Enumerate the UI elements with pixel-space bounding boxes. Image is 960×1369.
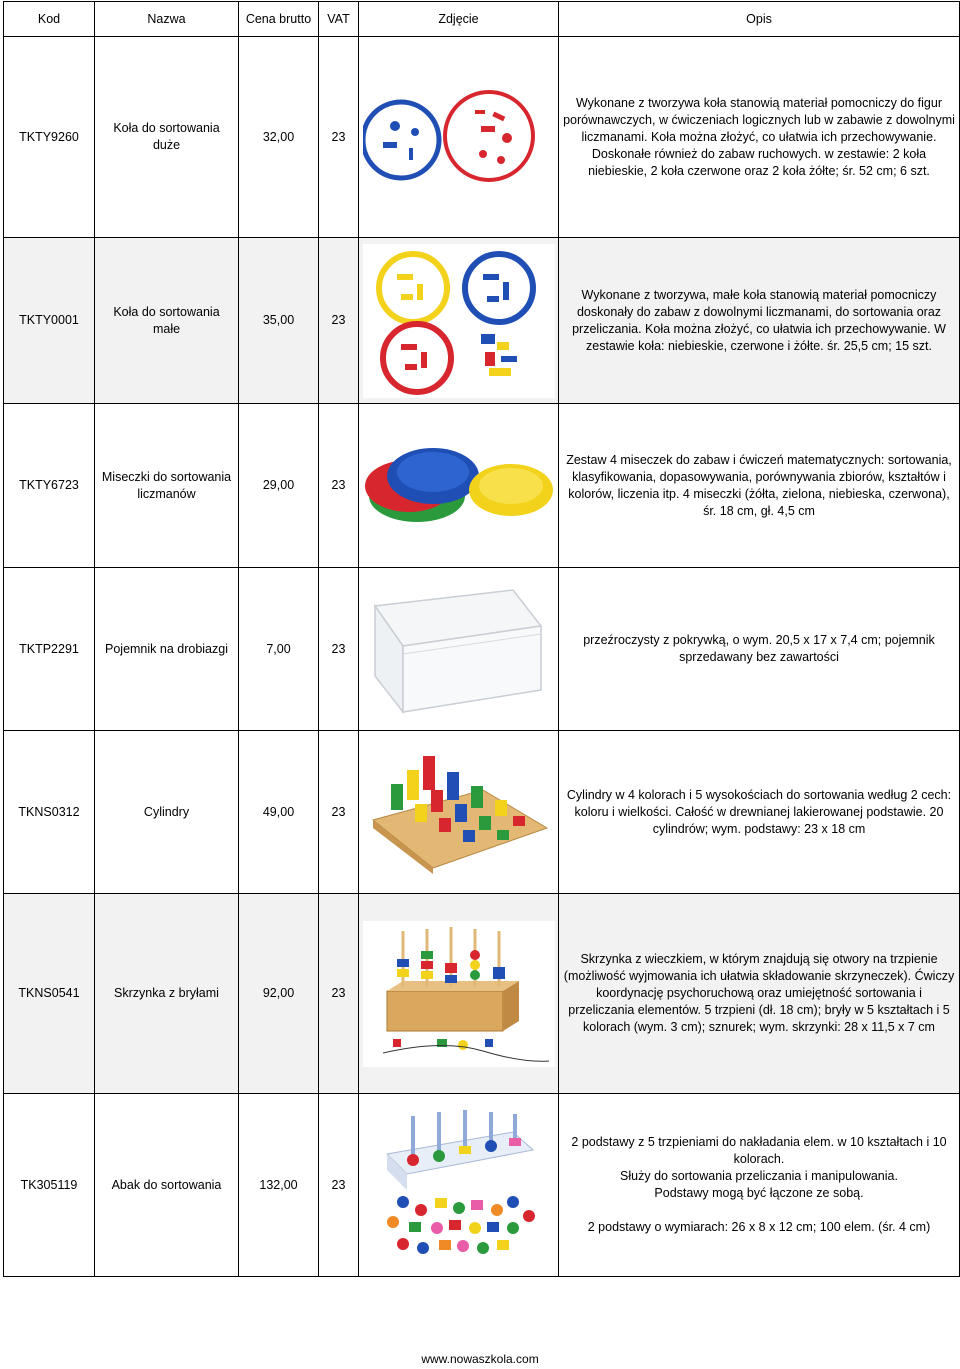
product-vat: 23	[319, 404, 359, 568]
product-name: Miseczki do sortowania liczmanów	[95, 404, 239, 568]
hoops-small-image	[363, 244, 555, 398]
product-vat: 23	[319, 1094, 359, 1277]
product-vat: 23	[319, 731, 359, 894]
product-description: Zestaw 4 miseczek do zabaw i ćwiczeń matematycznych: sortowania, klasyfikowania, dopasowywania, porównywania zbiorów, kształtów i kolorów, liczenia itp. 4 miseczki (żółta, zielona, niebieska, czerwona), śr. 18 cm, gł. 4,5 cm	[559, 404, 960, 568]
product-photo	[359, 404, 559, 568]
paragraph-gap	[563, 1202, 955, 1219]
table-row	[4, 1094, 960, 1277]
product-price: 7,00	[239, 568, 319, 731]
header-vat: VAT	[319, 2, 359, 37]
table-row	[4, 238, 960, 404]
product-code: TKNS0312	[4, 731, 95, 894]
product-code: TKTP2291	[4, 568, 95, 731]
container-image	[363, 576, 555, 722]
product-name: Abak do sortowania	[95, 1094, 239, 1277]
product-price: 92,00	[239, 894, 319, 1094]
product-description: Cylindry w 4 kolorach i 5 wysokościach do sortowania według 2 cech: koloru i wielkości. Całość w drewnianej lakierowanej podstawie. 20 cylindrów; wym. podstawy: 23 x 18 cm	[559, 731, 960, 894]
product-description	[559, 1094, 960, 1277]
product-price: 49,00	[239, 731, 319, 894]
product-description: przeźroczysty z pokrywką, o wym. 20,5 x 17 x 7,4 cm; pojemnik sprzedawany bez zawartości	[559, 568, 960, 731]
product-name: Koła do sortowania małe	[95, 238, 239, 404]
product-vat: 23	[319, 568, 359, 731]
product-name: Skrzynka z bryłami	[95, 894, 239, 1094]
product-price: 35,00	[239, 238, 319, 404]
table-row	[4, 404, 960, 568]
product-photo	[359, 238, 559, 404]
product-code: TKNS0541	[4, 894, 95, 1094]
product-price: 32,00	[239, 37, 319, 238]
table-row	[4, 568, 960, 731]
product-vat: 23	[319, 37, 359, 238]
table-row	[4, 37, 960, 238]
header-row	[4, 2, 960, 37]
product-photo	[359, 1094, 559, 1277]
header-photo: Zdjęcie	[359, 2, 559, 37]
product-photo	[359, 894, 559, 1094]
product-photo	[359, 37, 559, 238]
product-code: TKTY6723	[4, 404, 95, 568]
product-code: TK305119	[4, 1094, 95, 1277]
product-name: Pojemnik na drobiazgi	[95, 568, 239, 731]
cylinders-image	[363, 750, 555, 874]
header-name: Nazwa	[95, 2, 239, 37]
product-description: Wykonane z tworzywa, małe koła stanowią materiał pomocniczy doskonały do zabaw z dowolnymi liczmanami, do sortowania oraz przeliczania. Koła można złożyć, co ułatwia ich przechowywanie. W zestawie koła: niebieskie, czerwone i żółte. śr. 25,5 cm; 15 szt.	[559, 238, 960, 404]
product-description: Wykonane z tworzywa koła stanowią materiał pomocniczy do figur porównawczych, w ćwiczeniach logicznych lub w zabawie z dowolnymi liczmanami. Koła można złożyć, co ułatwia ich przechowywanie. Doskonałe również do zabaw ruchowych. w zestawie: 2 koła niebieskie, 2 koła czerwone oraz 2 koła żółte; śr. 52 cm; 6 szt.	[559, 37, 960, 238]
header-code: Kod	[4, 2, 95, 37]
product-vat: 23	[319, 238, 359, 404]
product-code: TKTY9260	[4, 37, 95, 238]
hoops-large-image	[363, 82, 555, 192]
product-table	[3, 1, 960, 1277]
header-description: Opis	[559, 2, 960, 37]
product-price: 132,00	[239, 1094, 319, 1277]
product-vat: 23	[319, 894, 359, 1094]
product-description: Skrzynka z wieczkiem, w którym znajdują się otwory na trzpienie (możliwość wyjmowania ich ułatwia składowanie skrzyneczek). Ćwiczy koordynację psychoruchową oraz umiejętność sortowania i przeliczania elementów. 5 trzpieni (dł. 18 cm); bryły w 5 kształtach i 5 kolorach (wym. 3 cm); sznurek; wym. skrzynki: 28 x 11,5 x 7 cm	[559, 894, 960, 1094]
product-photo	[359, 731, 559, 894]
product-name: Koła do sortowania duże	[95, 37, 239, 238]
table-row	[4, 894, 960, 1094]
bowls-image	[363, 440, 555, 532]
footer-url: www.nowaszkola.com	[421, 1352, 539, 1366]
product-photo	[359, 568, 559, 731]
product-code: TKTY0001	[4, 238, 95, 404]
description-line: 2 podstawy o wymiarach: 26 x 8 x 12 cm; 100 elem. (śr. 4 cm)	[587, 1220, 931, 1234]
header-price: Cena brutto	[239, 2, 319, 37]
description-line: Służy do sortowania przeliczania i manipulowania.	[620, 1169, 898, 1183]
description-line: 2 podstawy z 5 trzpieniami do nakładania elem. w 10 kształtach i 10 kolorach.	[571, 1135, 947, 1166]
table-row	[4, 731, 960, 894]
box-with-shapes-image	[363, 921, 555, 1067]
product-price: 29,00	[239, 404, 319, 568]
description-line: Podstawy mogą być łączone ze sobą.	[654, 1186, 864, 1200]
product-name: Cylindry	[95, 731, 239, 894]
abacus-image	[363, 1110, 555, 1260]
